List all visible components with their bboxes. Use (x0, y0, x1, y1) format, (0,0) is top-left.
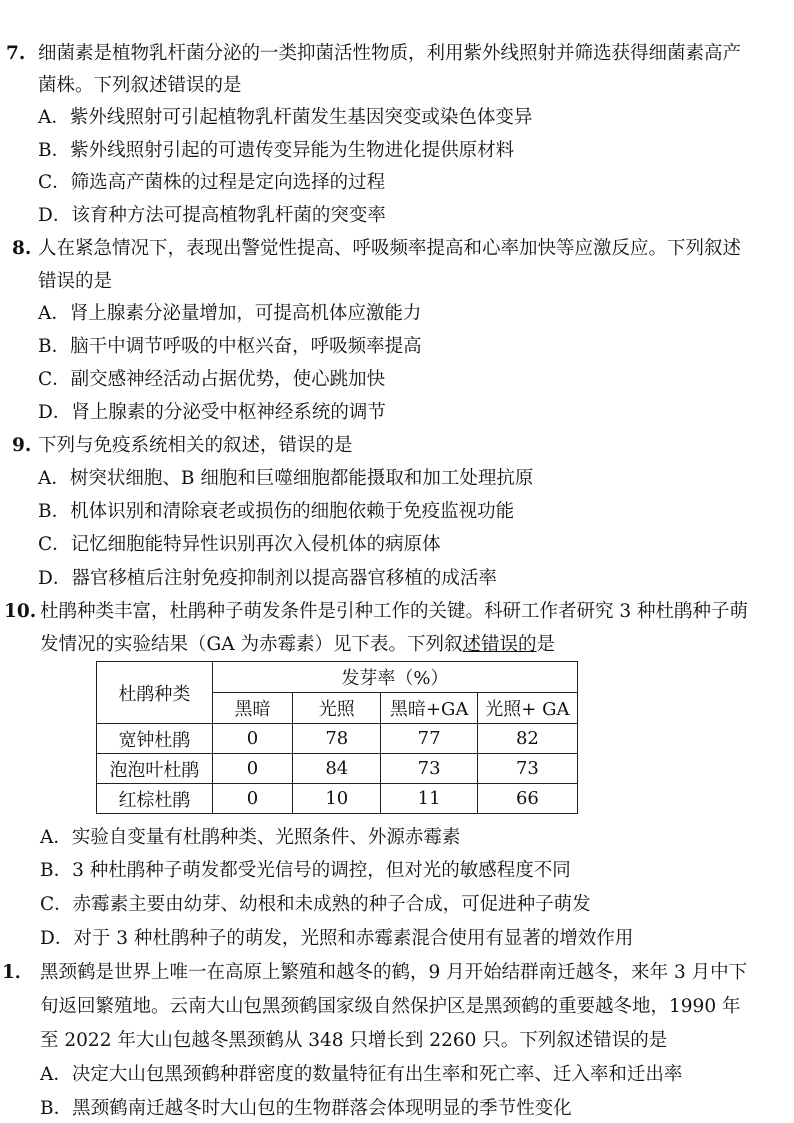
q10-stem-line2 (40, 633, 555, 657)
cell-value: 0 (212, 724, 292, 754)
q8-option-b: B．脑干中调节呼吸的中枢兴奋，呼吸频率提高 (38, 336, 422, 357)
row-species: 宽钟杜鹃 (97, 724, 213, 754)
q11-stem-line1: 黑颈鹤是世界上唯一在高原上繁殖和越冬的鹤，9 月开始结群南迁越冬，来年 3 月中下 (40, 962, 748, 983)
q9-stem-line1: 下列与免疫系统相关的叙述，错误的是 (38, 435, 353, 456)
row-species: 红棕杜鹃 (97, 784, 213, 814)
table-row (97, 724, 578, 754)
cell-value: 10 (293, 784, 381, 814)
q7-option-b: B．紫外线照射引起的可遗传变异能为生物进化提供原材料 (38, 140, 515, 161)
col-header-dark: 黑暗 (212, 693, 292, 724)
cell-value: 0 (212, 784, 292, 814)
cell-value: 73 (381, 754, 477, 784)
q10-stem-line2-part1: 发情况的实验结果（GA 为赤霉素）见下表。下列叙 (40, 634, 463, 655)
q11-number: 1． (2, 962, 34, 983)
q10-stem-underlined: 述错误的 (462, 634, 537, 655)
q7-stem-line2: 菌株。下列叙述错误的是 (38, 75, 242, 96)
cell-value: 11 (381, 784, 477, 814)
table-group-header: 发芽率（%） (212, 662, 577, 693)
q11-stem-line3: 至 2022 年大山包越冬黑颈鹤从 348 只增长到 2260 只。下列叙述错误的是 (40, 1030, 668, 1051)
q7-option-c: C．筛选高产菌株的过程是定向选择的过程 (38, 172, 386, 193)
q9-option-a: A．树突状细胞、B 细胞和巨噬细胞都能摄取和加工处理抗原 (38, 468, 534, 489)
cell-value: 84 (293, 754, 381, 784)
q9-option-d: D．器官移植后注射免疫抑制剂以提高器官移植的成活率 (38, 568, 497, 589)
cell-value: 78 (293, 724, 381, 754)
cell-value: 0 (212, 754, 292, 784)
q10-stem-line2-part3: 是 (536, 634, 556, 655)
q11-option-b: B．黑颈鹤南迁越冬时大山包的生物群落会体现明显的季节性变化 (40, 1098, 572, 1119)
germination-table (96, 661, 578, 814)
cell-value: 82 (477, 724, 577, 754)
row-species: 泡泡叶杜鹃 (97, 754, 213, 784)
table-row (97, 754, 578, 784)
q8-stem-line2: 错误的是 (38, 271, 113, 292)
q7-option-a: A．紫外线照射可引起植物乳杆菌发生基因突变或染色体变异 (38, 107, 533, 128)
col-header-dark-ga: 黑暗+GA (381, 693, 477, 724)
q7-option-d: D．该育种方法可提高植物乳杆菌的突变率 (38, 205, 386, 226)
q11-option-a: A．决定大山包黑颈鹤种群密度的数量特征有出生率和死亡率、迁入率和迁出率 (40, 1064, 683, 1085)
q10-option-d: D．对于 3 种杜鹃种子的萌发，光照和赤霉素混合使用有显著的增效作用 (40, 928, 634, 949)
q8-option-d: D．肾上腺素的分泌受中枢神经系统的调节 (38, 402, 386, 423)
q8-option-c: C．副交感神经活动占据优势，使心跳加快 (38, 369, 386, 390)
q7-stem-line1: 细菌素是植物乳杆菌分泌的一类抑菌活性物质，利用紫外线照射并筛选获得细菌素高产 (38, 43, 742, 64)
col-header-light-ga: 光照+ GA (477, 693, 577, 724)
q7-number: 7. (6, 43, 26, 64)
q9-option-c: C．记忆细胞能特异性识别再次入侵机体的病原体 (38, 534, 441, 555)
cell-value: 66 (477, 784, 577, 814)
q8-stem-line1: 人在紧急情况下，表现出警觉性提高、呼吸频率提高和心率加快等应激反应。下列叙述 (38, 238, 742, 259)
q10-option-b: B．3 种杜鹃种子萌发都受光信号的调控，但对光的敏感程度不同 (40, 860, 571, 881)
q10-number: 10. (4, 601, 37, 622)
q11-stem-line2: 旬返回繁殖地。云南大山包黑颈鹤国家级自然保护区是黑颈鹤的重要越冬地，1990 年 (40, 996, 741, 1017)
q10-stem-line1: 杜鹃种类丰富，杜鹃种子萌发条件是引种工作的关键。科研工作者研究 3 种杜鹃种子萌 (40, 601, 749, 622)
q9-option-b: B．机体识别和清除衰老或损伤的细胞依赖于免疫监视功能 (38, 501, 515, 522)
cell-value: 77 (381, 724, 477, 754)
table-row-header: 杜鹃种类 (97, 662, 213, 724)
table-row (97, 784, 578, 814)
q8-number: 8. (12, 238, 32, 259)
q10-option-a: A．实验自变量有杜鹃种类、光照条件、外源赤霉素 (40, 827, 461, 848)
col-header-light: 光照 (293, 693, 381, 724)
q9-number: 9. (12, 435, 32, 456)
cell-value: 73 (477, 754, 577, 784)
q10-option-c: C．赤霉素主要由幼芽、幼根和未成熟的种子合成，可促进种子萌发 (40, 894, 591, 915)
q8-option-a: A．肾上腺素分泌量增加，可提高机体应激能力 (38, 303, 422, 324)
